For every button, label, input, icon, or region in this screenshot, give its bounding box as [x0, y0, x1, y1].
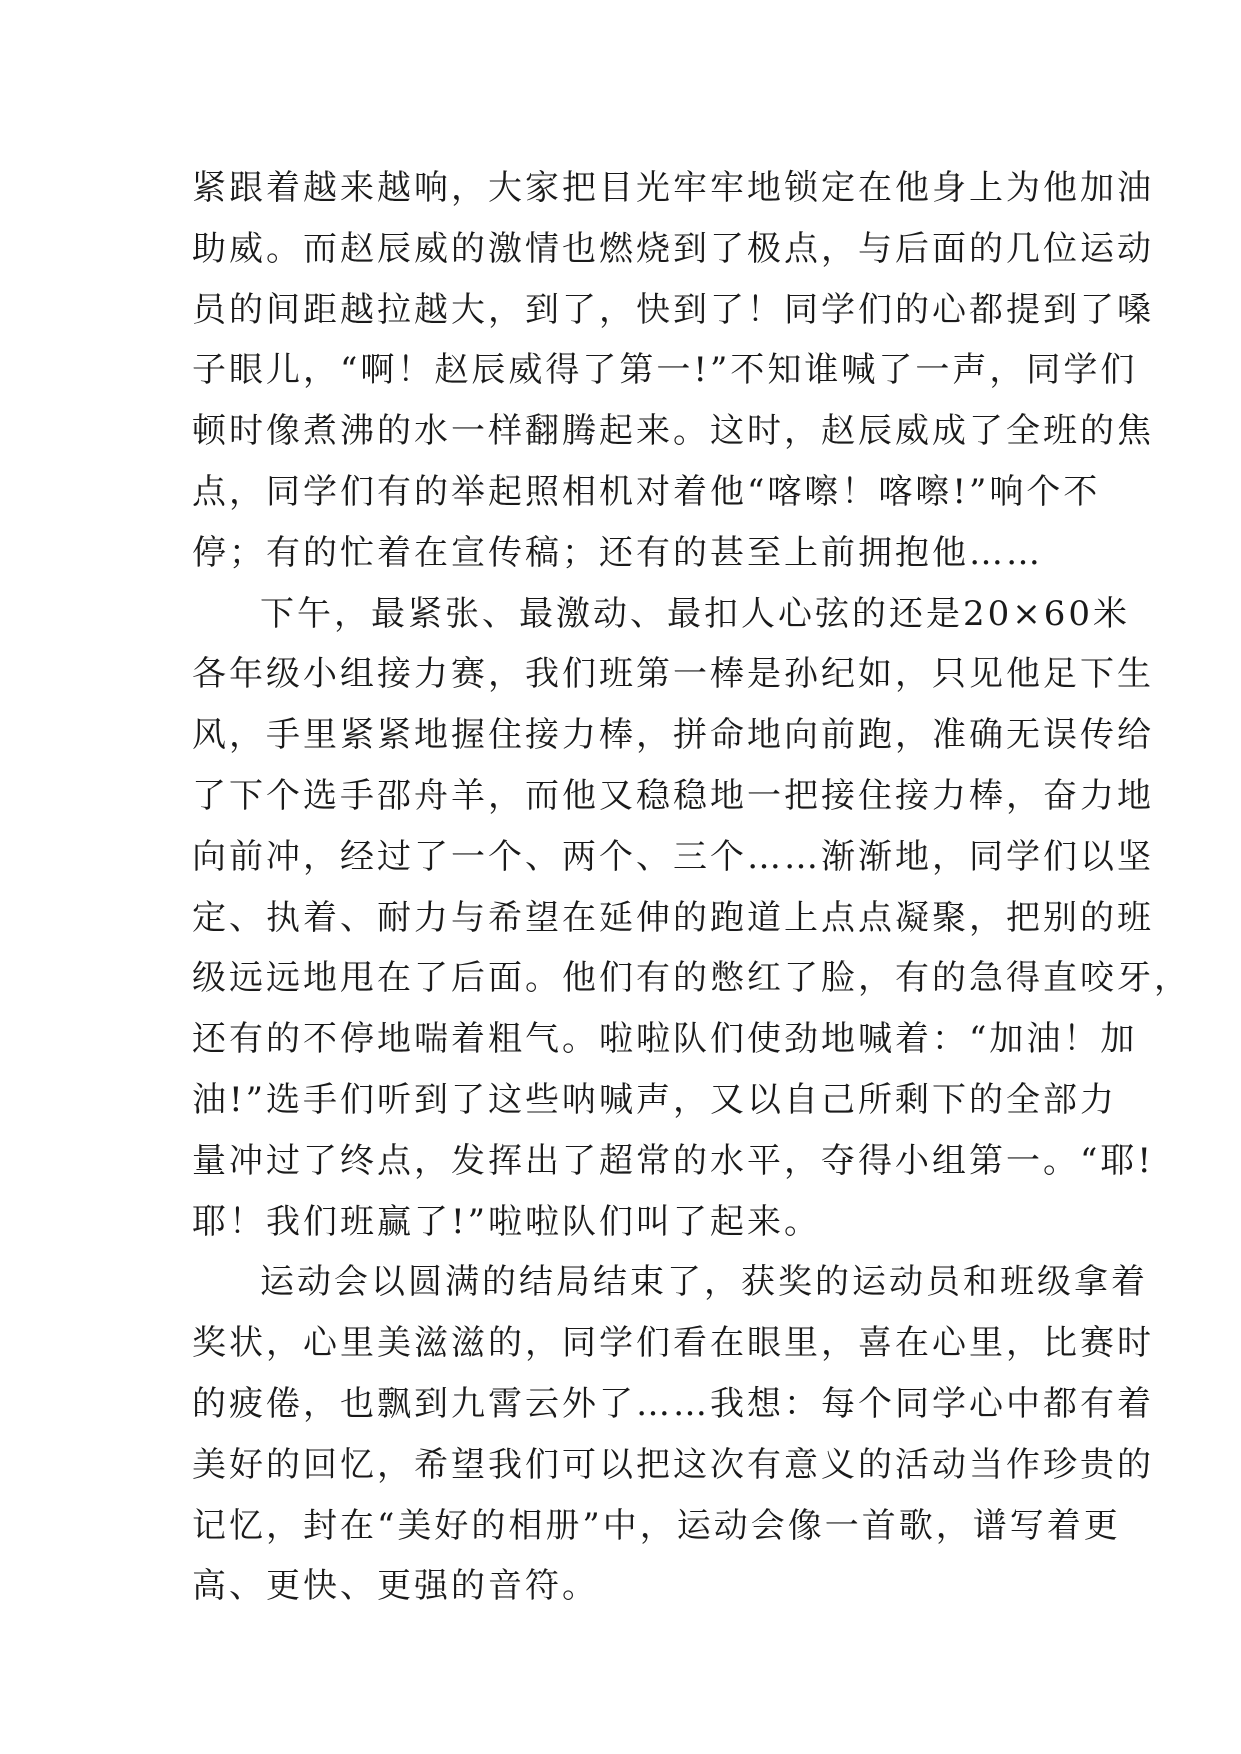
paragraph-3 — [192, 1252, 1154, 1617]
paragraph-1 — [192, 158, 1154, 584]
text-line: 风，手里紧紧地握住接力棒，拼命地向前跑，准确无误传给 — [192, 715, 1154, 756]
text-line: 员的间距越拉越大，到了，快到了！同学们的心都提到了嗓 — [192, 289, 1154, 330]
text-line: 的疲倦，也飘到九霄云外了……我想：每个同学心中都有着 — [192, 1383, 1154, 1424]
text-line: 了下个选手邵舟羊，而他又稳稳地一把接住接力棒，奋力地 — [192, 775, 1154, 816]
text-line: 记忆，封在“美好的相册”中，运动会像一首歌，谱写着更 — [192, 1505, 1121, 1546]
text-line: 紧跟着越来越响，大家把目光牢牢地锁定在他身上为他加油 — [192, 168, 1154, 208]
text-line: 奖状，心里美滋滋的，同学们看在眼里，喜在心里，比赛时 — [192, 1323, 1154, 1364]
text-line: 量冲过了终点，发挥出了超常的水平，夺得小组第一。“耶! — [192, 1140, 1155, 1181]
text-line: 高、更快、更强的音符。 — [192, 1566, 599, 1607]
text-line: 向前冲，经过了一个、两个、三个……渐渐地，同学们以坚 — [192, 836, 1154, 877]
text-line: 助威。而赵辰威的激情也燃烧到了极点，与后面的几位运动 — [192, 228, 1154, 269]
text-line: 点，同学们有的举起照相机对着他“喀嚓！喀嚓!”响个不 — [192, 471, 1101, 512]
document-body — [192, 158, 1191, 1617]
text-line: 停；有的忙着在宣传稿；还有的甚至上前拥抱他…… — [192, 532, 1043, 573]
paragraph-2 — [192, 584, 1191, 1253]
text-line: 下午，最紧张、最激动、最扣人心弦的还是20×60米 — [260, 593, 1131, 634]
text-line: 美好的回忆，希望我们可以把这次有意义的活动当作珍贵的 — [192, 1444, 1154, 1485]
text-line: 耶！我们班赢了!”啦啦队们叫了起来。 — [192, 1201, 822, 1242]
text-line: 油!”选手们听到了这些呐喊声，又以自己所剩下的全部力 — [192, 1079, 1118, 1120]
text-line: 定、执着、耐力与希望在延伸的跑道上点点凝聚，把别的班 — [192, 897, 1154, 938]
text-line: 级远远地甩在了后面。他们有的憋红了脸，有的急得直咬牙， — [192, 958, 1191, 999]
text-line: 运动会以圆满的结局结束了，获奖的运动员和班级拿着 — [260, 1262, 1148, 1303]
text-line: 还有的不停地喘着粗气。啦啦队们使劲地喊着：“加油！加 — [192, 1019, 1138, 1060]
text-line: 各年级小组接力赛，我们班第一棒是孙纪如，只见他足下生 — [192, 654, 1154, 695]
text-line: 顿时像煮沸的水一样翻腾起来。这时，赵辰威成了全班的焦 — [192, 411, 1154, 452]
text-line: 子眼儿，“啊！赵辰威得了第一!”不知谁喊了一声，同学们 — [192, 350, 1138, 391]
